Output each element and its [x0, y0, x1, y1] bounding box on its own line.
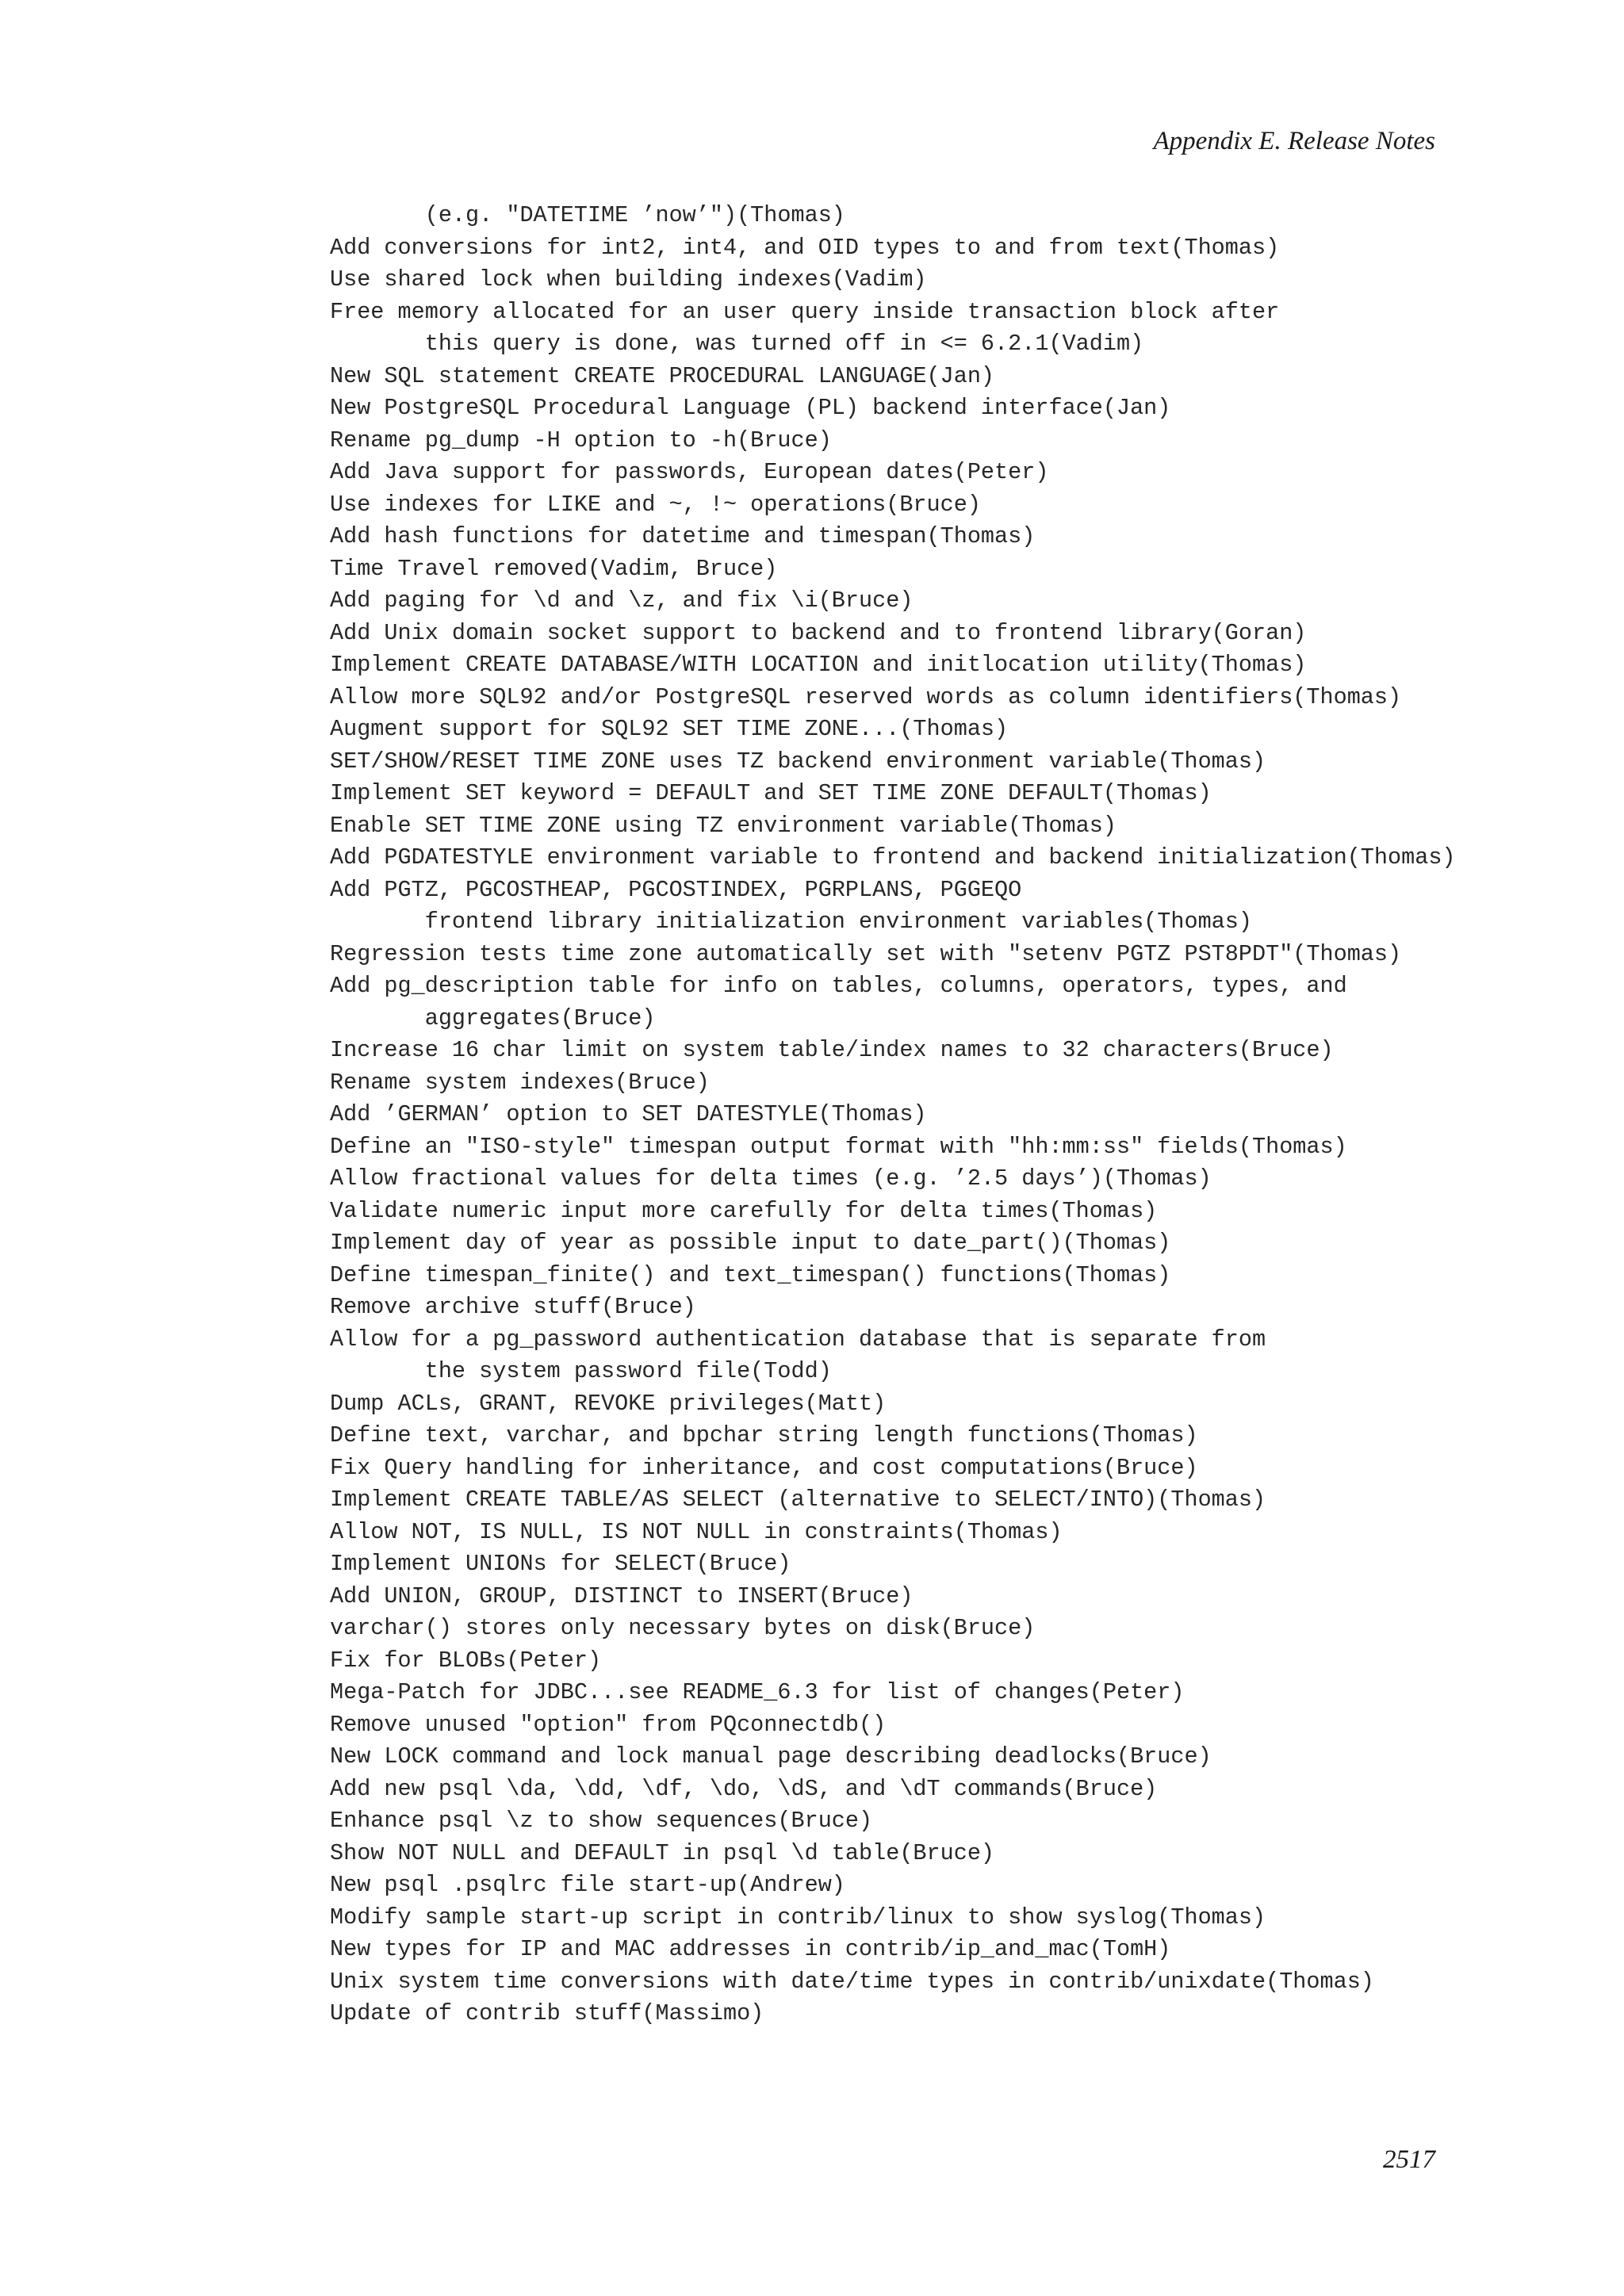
release-note-line: Add conversions for int2, int4, and OID types to and from text(Thomas): [330, 234, 1280, 261]
release-note-line: Add PGDATESTYLE environment variable to frontend and backend initialization(Thomas): [330, 844, 1456, 871]
release-note-line: Implement CREATE DATABASE/WITH LOCATION and initlocation utility(Thomas): [330, 652, 1307, 678]
release-note-line: aggregates(Bruce): [330, 1004, 656, 1031]
release-note-line: New PostgreSQL Procedural Language (PL) backend interface(Jan): [330, 395, 1171, 421]
release-note-line: Enable SET TIME ZONE using TZ environment variable(Thomas): [330, 812, 1116, 839]
release-note-line: New psql .psqlrc file start-up(Andrew): [330, 1872, 845, 1898]
release-note-line: Define text, varchar, and bpchar string length functions(Thomas): [330, 1422, 1198, 1448]
release-note-line: Unix system time conversions with date/time types in contrib/unixdate(Thomas): [330, 1968, 1374, 1995]
page-number: 2517: [1383, 2145, 1435, 2174]
release-note-line: Add pg_description table for info on tables, columns, operators, types, and: [330, 973, 1347, 999]
release-note-line: Allow fractional values for delta times (e.g. ’2.5 days’)(Thomas): [330, 1165, 1212, 1192]
release-notes-list: [330, 200, 1456, 2030]
release-note-line: Fix for BLOBs(Peter): [330, 1647, 602, 1674]
release-note-line: Remove archive stuff(Bruce): [330, 1294, 696, 1320]
release-note-line: Remove unused "option" from PQconnectdb(): [330, 1711, 887, 1738]
release-note-line: Mega-Patch for JDBC...see README_6.3 for list of changes(Peter): [330, 1679, 1185, 1705]
release-note-line: Add Java support for passwords, European dates(Peter): [330, 459, 1049, 485]
release-note-line: Show NOT NULL and DEFAULT in psql \d table(Bruce): [330, 1839, 995, 1866]
release-note-line: Time Travel removed(Vadim, Bruce): [330, 555, 778, 582]
release-note-line: Add UNION, GROUP, DISTINCT to INSERT(Bruce): [330, 1582, 914, 1609]
release-note-line: frontend library initialization environment variables(Thomas): [330, 909, 1252, 935]
release-note-line: (e.g. "DATETIME ’now’")(Thomas): [330, 202, 845, 228]
release-note-line: Add Unix domain socket support to backend and to frontend library(Goran): [330, 619, 1307, 646]
release-note-line: Add ’GERMAN’ option to SET DATESTYLE(Thomas): [330, 1101, 927, 1127]
release-note-line: Allow for a pg_password authentication database that is separate from: [330, 1326, 1266, 1353]
release-note-line: the system password file(Todd): [330, 1358, 832, 1384]
release-note-line: Add hash functions for datetime and timespan(Thomas): [330, 523, 1036, 549]
release-note-line: Rename pg_dump -H option to -h(Bruce): [330, 427, 832, 453]
release-note-line: Regression tests time zone automatically set with "setenv PGTZ PST8PDT"(Thomas): [330, 940, 1402, 967]
release-note-line: Modify sample start-up script in contrib/linux to show syslog(Thomas): [330, 1904, 1266, 1931]
release-note-line: Augment support for SQL92 SET TIME ZONE...(Thomas): [330, 716, 1009, 742]
release-note-line: Dump ACLs, GRANT, REVOKE privileges(Matt): [330, 1390, 887, 1417]
release-note-line: Implement UNIONs for SELECT(Bruce): [330, 1551, 791, 1577]
release-note-line: Define timespan_finite() and text_timespan() functions(Thomas): [330, 1261, 1171, 1288]
release-note-line: Rename system indexes(Bruce): [330, 1069, 710, 1096]
release-note-line: Add paging for \d and \z, and fix \i(Bruce): [330, 587, 914, 614]
release-note-line: Increase 16 char limit on system table/index names to 32 characters(Bruce): [330, 1037, 1334, 1063]
release-note-line: Use indexes for LIKE and ~, !~ operations(Bruce): [330, 491, 981, 518]
release-note-line: SET/SHOW/RESET TIME ZONE uses TZ backend environment variable(Thomas): [330, 748, 1266, 775]
running-header: Appendix E. Release Notes: [1153, 127, 1435, 155]
release-note-line: varchar() stores only necessary bytes on disk(Bruce): [330, 1615, 1036, 1641]
release-note-line: this query is done, was turned off in <= 6.2.1(Vadim): [330, 331, 1144, 357]
release-note-line: Implement SET keyword = DEFAULT and SET TIME ZONE DEFAULT(Thomas): [330, 780, 1212, 806]
release-note-line: New SQL statement CREATE PROCEDURAL LANGUAGE(Jan): [330, 362, 995, 389]
release-note-line: New types for IP and MAC addresses in contrib/ip_and_mac(TomH): [330, 1936, 1171, 1962]
release-note-line: Fix Query handling for inheritance, and cost computations(Bruce): [330, 1454, 1198, 1481]
release-note-line: Implement CREATE TABLE/AS SELECT (alternative to SELECT/INTO)(Thomas): [330, 1487, 1266, 1513]
release-note-line: Allow NOT, IS NULL, IS NOT NULL in constraints(Thomas): [330, 1518, 1063, 1545]
release-note-line: Implement day of year as possible input to date_part()(Thomas): [330, 1230, 1171, 1256]
release-note-line: Allow more SQL92 and/or PostgreSQL reserved words as column identifiers(Thomas): [330, 683, 1402, 710]
release-note-line: Enhance psql \z to show sequences(Bruce): [330, 1808, 873, 1834]
release-note-line: Add PGTZ, PGCOSTHEAP, PGCOSTINDEX, PGRPLANS, PGGEQO: [330, 876, 1022, 903]
release-note-line: Validate numeric input more carefully for delta times(Thomas): [330, 1197, 1158, 1224]
release-note-line: Use shared lock when building indexes(Vadim): [330, 266, 927, 293]
release-note-line: Update of contrib stuff(Massimo): [330, 2000, 764, 2026]
release-note-line: New LOCK command and lock manual page describing deadlocks(Bruce): [330, 1743, 1212, 1770]
release-note-line: Add new psql \da, \dd, \df, \do, \dS, and \dT commands(Bruce): [330, 1775, 1158, 1802]
release-note-line: Free memory allocated for an user query inside transaction block after: [330, 298, 1280, 325]
release-note-line: Define an "ISO-style" timespan output format with "hh:mm:ss" fields(Thomas): [330, 1133, 1347, 1160]
